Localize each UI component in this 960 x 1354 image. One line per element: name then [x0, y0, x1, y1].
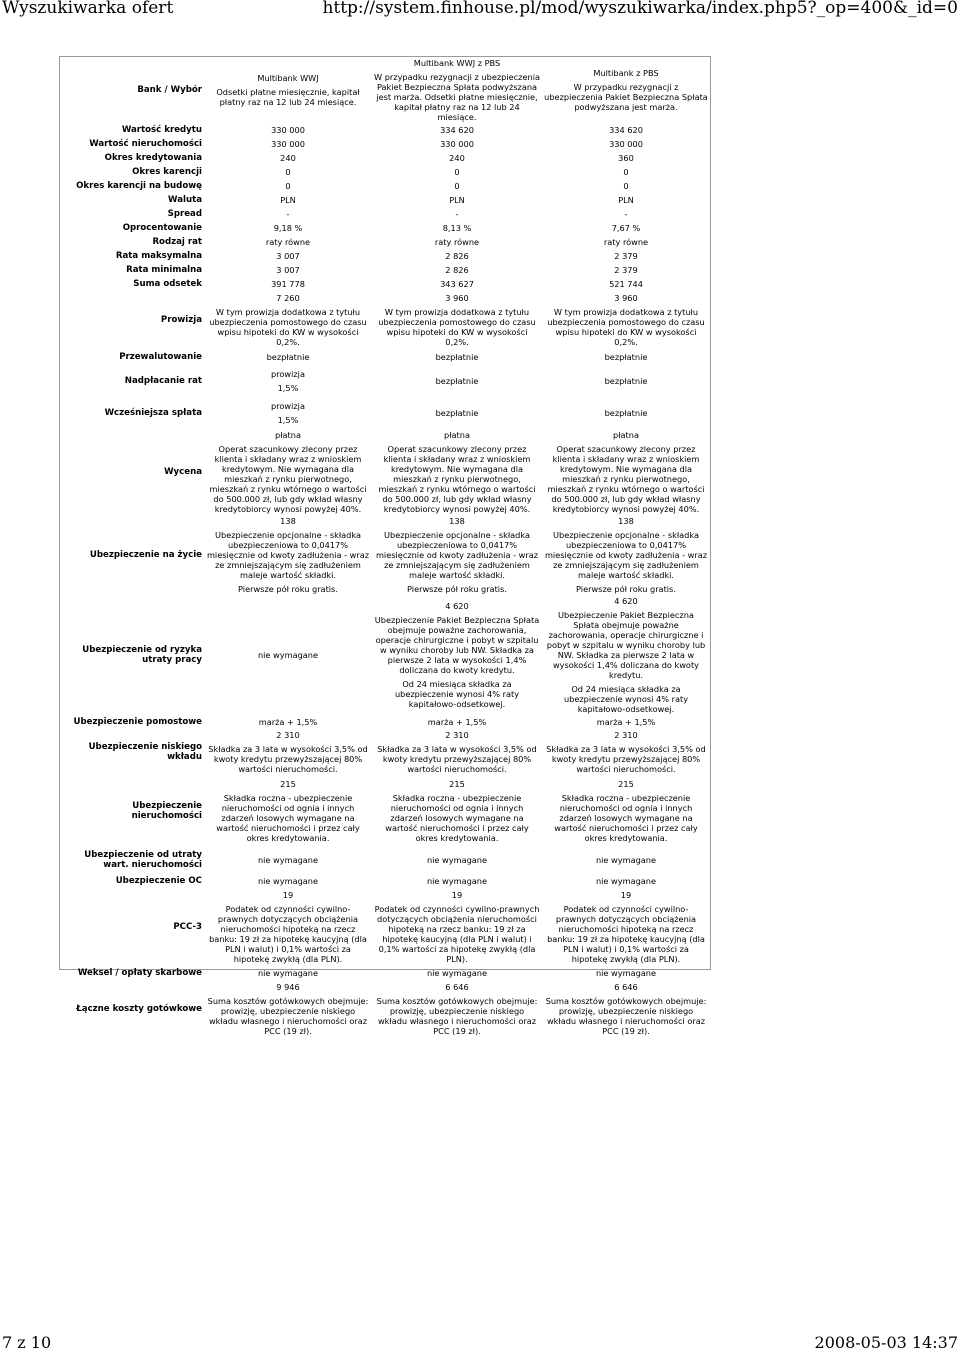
bank-3-desc: W przypadku rezygnacji z ubezpieczenia Pakiet Bezpieczna Spłata podwyższana jest marża.: [544, 82, 708, 112]
cell: [542, 981, 710, 1037]
cell: 330 000: [440, 139, 474, 149]
row-rodzaj-rat: [60, 235, 710, 249]
cell: 2 379: [614, 265, 638, 275]
row-ub-niski-wklad: [60, 729, 710, 775]
cell-note: Pierwsze pół roku gratis.: [407, 584, 507, 594]
row-wartosc-kredytu: [60, 123, 710, 137]
label-spread: Spread: [167, 209, 202, 219]
cell: nie wymagane: [257, 650, 319, 660]
cell: [204, 397, 372, 429]
label-ub-zycie: Ubezpieczenie na życie: [89, 550, 202, 560]
label-ub-pomostowe: Ubezpieczenie pomostowe: [73, 717, 202, 727]
cell: bezpłatnie: [604, 376, 648, 386]
cell: bezpłatnie: [604, 352, 648, 362]
cell-note: Od 24 miesiąca składka za ubezpieczenie wynosi 4% raty kapitałowo-odsetkowej.: [563, 684, 689, 714]
row-ub-zycie: [60, 515, 710, 595]
row-prowizja: [60, 291, 710, 349]
label-rodzaj-rat: Rodzaj rat: [152, 237, 202, 247]
cell: 3 007: [276, 251, 300, 261]
bank-3: [542, 57, 710, 123]
cell: 360: [618, 153, 634, 163]
bank-1-desc: Odsetki płatne miesięcznie, kapitał płatny raz na 12 lub 24 miesiące.: [216, 87, 360, 107]
cell: 8,13 %: [442, 223, 472, 233]
cell: 0: [454, 181, 460, 191]
cell: 0: [623, 181, 629, 191]
row-ub-utraty-wart: [60, 847, 710, 873]
row-ub-praca: [60, 595, 710, 715]
row-okres-karencji-budowe: [60, 179, 710, 193]
cell-desc: Ubezpieczenie opcjonalne - składka ubezpieczeniowa to 0,0417% miesięcznie od kwoty zadłużenia - wraz ze zmniejszającym się zadłużeniem maleje wartość składki.: [544, 530, 708, 580]
row-przewalutowanie: [60, 349, 710, 365]
cell: 3 007: [276, 265, 300, 275]
cell: nie wymagane: [595, 855, 657, 865]
cell-line: 19: [282, 890, 294, 900]
cell: 330 000: [271, 125, 305, 135]
cell: 2 826: [445, 265, 469, 275]
cell: 0: [454, 167, 460, 177]
cell: bezpłatnie: [435, 408, 479, 418]
cell: nie wymagane: [426, 855, 488, 865]
cell: bezpłatnie: [604, 408, 648, 418]
cell-desc: Ubezpieczenie Pakiet Bezpieczna Spłata obejmuje poważne zachorowania, operacje chirurgiczne i pobyt w szpitalu w wyniku choroby lub NW. Składka za pierwsze 2 lata w wysokości 1,4% doliczana do kwoty kredytu.: [374, 615, 540, 675]
cell: [372, 515, 542, 595]
bank-2: [372, 57, 542, 123]
cell-desc: Składka za 3 lata w wysokości 3,5% od kwoty kredytu przewyższającej 80% wartości nieruchomości.: [208, 744, 368, 774]
cell-desc: Składka za 3 lata w wysokości 3,5% od kwoty kredytu przewyższającej 80% wartości nieruchomości.: [377, 744, 537, 774]
label-wartosc-kredytu: Wartość kredytu: [121, 125, 202, 135]
cell: 0: [623, 167, 629, 177]
row-weksel: [60, 965, 710, 981]
cell-line: 1,5%: [277, 415, 299, 425]
page-footer-pagination: 7 z 10: [2, 1333, 52, 1352]
cell: 0: [285, 181, 291, 191]
prowizja-desc: W tym prowizja dodatkowa z tytułu ubezpieczenia pomostowego do czasu wpisu hipoteki do KW w wysokości 0,2%.: [209, 307, 367, 347]
cell: [542, 515, 710, 595]
label-wartosc-nieruchomosci: Wartość nieruchomości: [89, 139, 202, 149]
prowizja-desc: W tym prowizja dodatkowa z tytułu ubezpieczenia pomostowego do czasu wpisu hipoteki do KW w wysokości 0,2%.: [547, 307, 705, 347]
row-ub-nieruchomosci: [60, 775, 710, 847]
label-oprocentowanie: Oprocentowanie: [122, 223, 202, 233]
cell-note: Pierwsze pół roku gratis.: [238, 584, 338, 594]
label-okres-karencji-budowe: Okres karencji na budowę: [76, 181, 202, 191]
cell-line: 6 646: [614, 982, 638, 992]
page-header-url: http://system.finhouse.pl/mod/wyszukiwarka/index.php5?_op=400&_id=0: [322, 0, 958, 18]
cell-line: 4 620: [614, 596, 638, 606]
cell: [542, 291, 710, 349]
row-nadplacanie: [60, 365, 710, 397]
label-pcc: PCC-3: [173, 922, 202, 932]
cell: -: [286, 209, 290, 219]
cell: nie wymagane: [426, 968, 488, 978]
label-okres-karencji: Okres karencji: [132, 167, 202, 177]
cell: 330 000: [609, 139, 643, 149]
row-rata-min: [60, 263, 710, 277]
cell-desc: Podatek od czynności cywilno-prawnych dotyczących obciążenia nieruchomości hipoteką na rzecz banku: 19 zł za hipotekę kaucyjną (dla PLN i walut) i 0,1% wartości za hipotekę zwykłą (dla PLN).: [209, 904, 367, 964]
label-okres-kredytowania: Okres kredytowania: [104, 153, 202, 163]
cell: nie wymagane: [257, 855, 319, 865]
row-waluta: [60, 193, 710, 207]
row-bank: [60, 57, 710, 123]
label-rata-min: Rata minimalna: [126, 265, 202, 275]
cell: raty równe: [434, 237, 480, 247]
prowizja-amount: 7 260: [276, 293, 300, 303]
cell-desc: Ubezpieczenie opcjonalne - składka ubezpieczeniowa to 0,0417% miesięcznie od kwoty zadłużenia - wraz ze zmniejszającym się zadłużeniem maleje wartość składki.: [375, 530, 539, 580]
cell-desc: Suma kosztów gotówkowych obejmuje: prowizję, ubezpieczenie niskiego wkładu własnego i nieruchomości oraz PCC (19 zł).: [376, 996, 538, 1036]
cell: marża + 1,5%: [596, 717, 656, 727]
label-nadplacanie: Nadpłacanie rat: [124, 376, 202, 386]
cell-desc: Podatek od czynności cywilno-prawnych dotyczących obciążenia nieruchomości hipoteką na rzecz banku: 19 zł za hipotekę kaucyjną (dla PLN i walut) i 0,1% wartości za hipotekę zwykłą (dla PLN).: [547, 904, 705, 964]
cell-desc: Suma kosztów gotówkowych obejmuje: prowizję, ubezpieczenie niskiego wkładu własnego i nieruchomości oraz PCC (19 zł).: [207, 996, 369, 1036]
cell: 0: [285, 167, 291, 177]
cell: 343 627: [440, 279, 474, 289]
cell-line: prowizja: [271, 369, 305, 379]
cell: 521 744: [609, 279, 643, 289]
cell: marża + 1,5%: [427, 717, 487, 727]
cell-line: 138: [618, 516, 634, 526]
label-ub-utraty-wart: Ubezpieczenie od utraty wart. nieruchomości: [84, 850, 202, 870]
cell-desc: Podatek od czynności cywilno-prawnych dotyczących obciążenia nieruchomości hipoteką na rzecz banku: 19 zł za hipotekę kaucyjną (dla PLN i walut) i 0,1% wartości za hipotekę zwykłą (dla PLN).: [374, 904, 540, 964]
cell: -: [455, 209, 459, 219]
cell-note: Pierwsze pół roku gratis.: [576, 584, 676, 594]
cell: nie wymagane: [595, 968, 657, 978]
cell: PLN: [449, 195, 465, 205]
cell-desc: Ubezpieczenie Pakiet Bezpieczna Spłata obejmuje poważne zachorowania, operacje chirurgiczne i pobyt w szpitalu w wyniku choroby lub NW. Składka za pierwsze 2 lata w wysokości 1,4% doliczana do kwoty kredytu.: [546, 610, 706, 680]
row-pcc: [60, 889, 710, 965]
label-suma-odsetek: Suma odsetek: [133, 279, 202, 289]
row-ub-oc: [60, 873, 710, 889]
label-wycena: Wycena: [164, 467, 202, 477]
cell: [204, 291, 372, 349]
bank-3-name: Multibank z PBS: [593, 68, 659, 78]
cell-desc: Suma kosztów gotówkowych obejmuje: prowizję, ubezpieczenie niskiego wkładu własnego i nieruchomości oraz PCC (19 zł).: [545, 996, 707, 1036]
cell: [542, 889, 710, 965]
cell: [204, 981, 372, 1037]
cell: 391 778: [271, 279, 305, 289]
cell-line: 9 946: [276, 982, 300, 992]
cell-desc: Operat szacunkowy zlecony przez klienta i składany wraz z wnioskiem kredytowym. Nie wymagana dla mieszkań z rynku pierwotnego, mieszkań z rynku wtórnego o wartości do 500.000 zł, lub gdy wkład własny kredytobiorcy wynosi powyżej 40%.: [378, 444, 536, 514]
cell-line: 138: [449, 516, 465, 526]
cell-line: 4 620: [445, 601, 469, 611]
bank-2-name: Multibank WWJ z PBS: [413, 58, 501, 68]
label-rata-max: Rata maksymalna: [115, 251, 202, 261]
cell: [372, 291, 542, 349]
cell-line: prowizja: [271, 401, 305, 411]
label-wczesniejsza: Wcześniejsza spłata: [104, 408, 202, 418]
label-waluta: Waluta: [168, 195, 202, 205]
row-ub-pomostowe: [60, 715, 710, 729]
cell: raty równe: [265, 237, 311, 247]
label-prowizja: Prowizja: [160, 315, 202, 325]
bank-2-desc: W przypadku rezygnacji z ubezpieczenia Pakiet Bezpieczna Spłata podwyższana jest marża. Odsetki płatne miesięcznie, kapitał płatny raz na 12 lub 24 miesiące.: [374, 72, 540, 122]
cell-desc: Operat szacunkowy zlecony przez klienta i składany wraz z wnioskiem kredytowym. Nie wymagana dla mieszkań z rynku pierwotnego, mieszkań z rynku wtórnego o wartości do 500.000 zł, lub gdy wkład własny kredytobiorcy wynosi powyżej 40%.: [209, 444, 367, 514]
cell: nie wymagane: [426, 876, 488, 886]
cell-line: 2 310: [614, 730, 638, 740]
cell: [542, 595, 710, 715]
cell: [372, 889, 542, 965]
offer-comparison-table: [60, 57, 710, 1037]
cell-note: Od 24 miesiąca składka za ubezpieczenie wynosi 4% raty kapitałowo-odsetkowej.: [394, 679, 520, 709]
bank-1-name: Multibank WWJ: [257, 73, 319, 83]
row-okres-kredytowania: [60, 151, 710, 165]
cell: 9,18 %: [273, 223, 303, 233]
row-okres-karencji: [60, 165, 710, 179]
label-przewalutowanie: Przewalutowanie: [119, 352, 202, 362]
cell-line: płatna: [275, 430, 301, 440]
cell: 2 379: [614, 251, 638, 261]
cell: [372, 775, 542, 847]
cell: [542, 429, 710, 515]
label-ub-oc: Ubezpieczenie OC: [115, 876, 202, 886]
bank-1: [204, 57, 372, 123]
cell: 334 620: [440, 125, 474, 135]
row-suma-odsetek: [60, 277, 710, 291]
cell-desc: Składka roczna - ubezpieczenie nieruchomości od ognia i innych zdarzeń losowych wymagane na wartość nieruchomości i przez cały okres kredytowania.: [554, 793, 698, 843]
cell: nie wymagane: [595, 876, 657, 886]
cell-line: 6 646: [445, 982, 469, 992]
cell: 334 620: [609, 125, 643, 135]
cell-line: 19: [620, 890, 632, 900]
cell: bezpłatnie: [435, 376, 479, 386]
cell-line: płatna: [613, 430, 639, 440]
cell: [204, 515, 372, 595]
prowizja-amount: 3 960: [614, 293, 638, 303]
cell: 7,67 %: [611, 223, 641, 233]
prowizja-desc: W tym prowizja dodatkowa z tytułu ubezpieczenia pomostowego do czasu wpisu hipoteki do KW w wysokości 0,2%.: [378, 307, 536, 347]
cell: PLN: [280, 195, 296, 205]
cell-line: 19: [451, 890, 463, 900]
cell-line: 1,5%: [277, 383, 299, 393]
cell: 240: [280, 153, 296, 163]
cell: nie wymagane: [257, 876, 319, 886]
cell: bezpłatnie: [435, 352, 479, 362]
cell: nie wymagane: [257, 968, 319, 978]
label-ub-nieruchomosci: Ubezpieczenie nieruchomości: [131, 801, 202, 821]
cell: [372, 429, 542, 515]
page-header-title: Wyszukiwarka ofert: [2, 0, 174, 18]
cell-line: 215: [280, 779, 296, 789]
cell-line: płatna: [444, 430, 470, 440]
cell-line: 215: [449, 779, 465, 789]
cell-desc: Ubezpieczenie opcjonalne - składka ubezpieczeniowa to 0,0417% miesięcznie od kwoty zadłużenia - wraz ze zmniejszającym się zadłużeniem maleje wartość składki.: [206, 530, 370, 580]
cell-line: 138: [280, 516, 296, 526]
row-wycena: [60, 429, 710, 515]
cell-line: 2 310: [445, 730, 469, 740]
cell: 240: [449, 153, 465, 163]
cell: marża + 1,5%: [258, 717, 318, 727]
cell: [372, 729, 542, 775]
cell: [204, 429, 372, 515]
row-koszty: [60, 981, 710, 1037]
label-koszty: Łączne koszty gotówkowe: [76, 1004, 202, 1014]
cell-line: 215: [618, 779, 634, 789]
cell-desc: Składka za 3 lata w wysokości 3,5% od kwoty kredytu przewyższającej 80% wartości nieruchomości.: [546, 744, 706, 774]
row-spread: [60, 207, 710, 221]
cell: -: [624, 209, 628, 219]
cell: [542, 775, 710, 847]
row-wczesniejsza: [60, 397, 710, 429]
cell: [204, 729, 372, 775]
cell: [372, 981, 542, 1037]
cell: 2 826: [445, 251, 469, 261]
cell: 330 000: [271, 139, 305, 149]
cell-desc: Operat szacunkowy zlecony przez klienta i składany wraz z wnioskiem kredytowym. Nie wymagana dla mieszkań z rynku pierwotnego, mieszkań z rynku wtórnego o wartości do 500.000 zł, lub gdy wkład własny kredytobiorcy wynosi powyżej 40%.: [547, 444, 705, 514]
cell: [204, 775, 372, 847]
label-ub-niski-wklad: Ubezpieczenie niskiego wkładu: [88, 742, 202, 762]
label-ub-praca: Ubezpieczenie od ryzyka utraty pracy: [82, 645, 202, 665]
cell: [204, 889, 372, 965]
row-wartosc-nieruchomosci: [60, 137, 710, 151]
cell-desc: Składka roczna - ubezpieczenie nieruchomości od ognia i innych zdarzeń losowych wymagane na wartość nieruchomości i przez cały okres kredytowania.: [216, 793, 360, 843]
cell: [542, 729, 710, 775]
cell: [204, 365, 372, 397]
cell-desc: Składka roczna - ubezpieczenie nieruchomości od ognia i innych zdarzeń losowych wymagane na wartość nieruchomości i przez cały okres kredytowania.: [385, 793, 529, 843]
cell: [372, 595, 542, 715]
prowizja-amount: 3 960: [445, 293, 469, 303]
cell: raty równe: [603, 237, 649, 247]
row-oprocentowanie: [60, 221, 710, 235]
label-bank: Bank / Wybór: [137, 85, 202, 95]
cell: PLN: [618, 195, 634, 205]
cell-line: 2 310: [276, 730, 300, 740]
cell: bezpłatnie: [266, 352, 310, 362]
row-rata-max: [60, 249, 710, 263]
label-weksel: Weksel / opłaty skarbowe: [77, 968, 202, 978]
page-footer-datetime: 2008-05-03 14:37: [814, 1333, 958, 1352]
